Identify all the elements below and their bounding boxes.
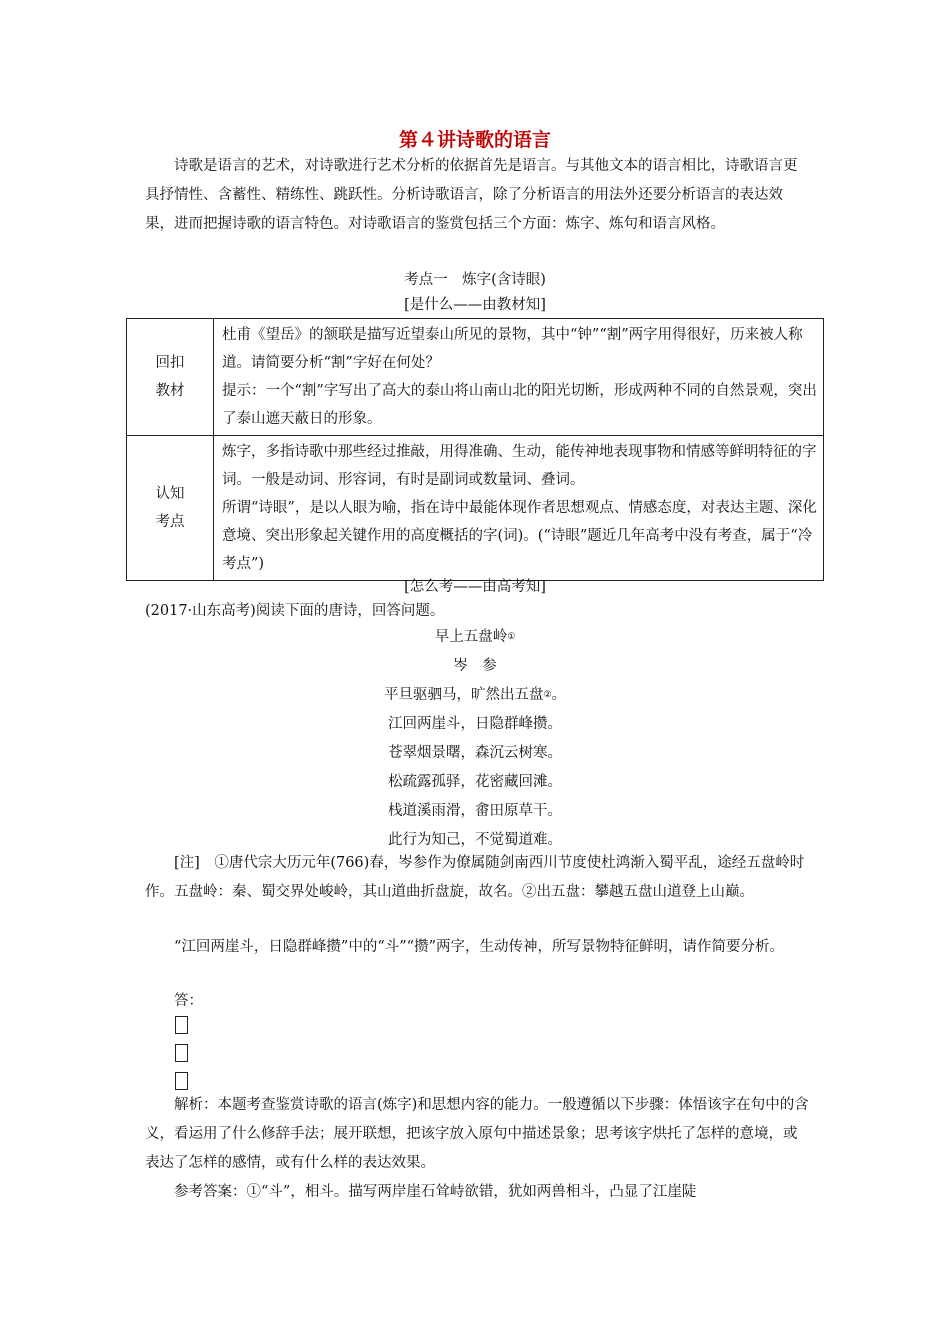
knowledge-table bbox=[126, 318, 824, 581]
intro-paragraph: 诗歌是语言的艺术，对诗歌进行艺术分析的依据首先是语言。与其他文本的语言相比，诗歌语言更具抒情性、含蓄性、精练性、跳跃性。分析诗歌语言，除了分析语言的用法外还要分析语言的表达效果，进而把握诗歌的语言特色。对诗歌语言的鉴赏包括三个方面：炼字、炼句和语言风格。 bbox=[145, 158, 798, 232]
exam-question: “江回两崖斗，日隐群峰攒”中的“斗”“攒”两字，生动传神，所写景物特征鲜明，请作简要分析。 bbox=[174, 939, 784, 955]
row-header-textbook: 回扣 教材 bbox=[127, 319, 214, 436]
table-row bbox=[127, 436, 824, 581]
review-question: 杜甫《望岳》的颔联是描写近望泰山所见的景物，其中“钟”“割”两字用得很好，历来被人称道。请简要分析“割”字好在何处？ bbox=[222, 327, 803, 371]
poem-line: 江回两崖斗，日隐群峰攒。 bbox=[388, 716, 562, 732]
exam-intro: (2017·山东高考)阅读下面的唐诗，回答问题。 bbox=[145, 603, 445, 619]
poem-line: 栈道溪雨滑，畬田原草干。 bbox=[388, 803, 562, 819]
key-point-cell bbox=[214, 436, 824, 581]
answer-box[interactable] bbox=[175, 1016, 188, 1034]
analysis-paragraph: 解析：本题考查鉴赏诗歌的语言(炼字)和思想内容的能力。一般遵循以下步骤：体悟该字在句中的含义，看运用了什么修辞手法；展开联想，把该字放入原句中描述景象；思考该字烘托了怎样的意境，或表达了怎样的感情，或有什么样的表达效果。 bbox=[145, 1097, 809, 1171]
textbook-review-cell bbox=[214, 319, 824, 436]
lesson-title: 第４讲诗歌的语言 bbox=[398, 129, 551, 151]
poem-title: 早上五盘岭① bbox=[434, 629, 516, 645]
row-header-key-point: 认知 考点 bbox=[127, 436, 214, 581]
poem-line: 松疏露孤驿，花密藏回滩。 bbox=[388, 774, 562, 790]
section-heading: 考点一 炼字(含诗眼) bbox=[404, 272, 546, 288]
exam-subheading: [怎么考——由高考知] bbox=[404, 579, 546, 595]
answer-box[interactable] bbox=[175, 1044, 188, 1062]
poem-author: 岑 参 bbox=[453, 658, 497, 674]
poem-line: 平旦驱驷马，旷然出五盘②。 bbox=[383, 687, 567, 703]
poem-line: 苍翠烟景曙，森沉云树寒。 bbox=[388, 745, 562, 761]
poem-line: 此行为知己，不觉蜀道难。 bbox=[388, 832, 562, 848]
key-point-poem-eye: 所谓“诗眼”，是以人眼为喻，指在诗中最能体现作者思想观点、情感态度，对表达主题、深化意境、突出形象起关键作用的高度概括的字(词)。(“诗眼”题近几年高考中没有考查，属于“冷考点”) bbox=[222, 500, 817, 572]
answer-box[interactable] bbox=[175, 1072, 188, 1090]
poem-notes: [注] ①唐代宗大历元年(766)春，岑参作为僚属随剑南西川节度使杜鸿渐入蜀平乱，途经五盘岭时作。五盘岭：秦、蜀交界处峻岭，其山道曲折盘旋，故名。②出五盘：攀越五盘山道登上山巅。 bbox=[145, 855, 805, 900]
reference-answer: 参考答案：①“斗”，相斗。描写两岸崖石耸峙欲错，犹如两兽相斗，凸显了江崖陡 bbox=[174, 1184, 697, 1200]
table-row bbox=[127, 319, 824, 436]
poem bbox=[0, 623, 950, 855]
answer-label: 答： bbox=[174, 993, 203, 1009]
review-hint: 提示：一个“割”字写出了高大的泰山将山南山北的阳光切断，形成两种不同的自然景观，突出了泰山遮天蔽日的形象。 bbox=[222, 383, 817, 427]
answer-boxes bbox=[175, 1016, 188, 1100]
section-subheading: [是什么——由教材知] bbox=[404, 297, 546, 313]
key-point-definition: 炼字，多指诗歌中那些经过推敲，用得准确、生动，能传神地表现事物和情感等鲜明特征的字词。一般是动词、形容词，有时是副词或数量词、叠词。 bbox=[222, 444, 817, 488]
